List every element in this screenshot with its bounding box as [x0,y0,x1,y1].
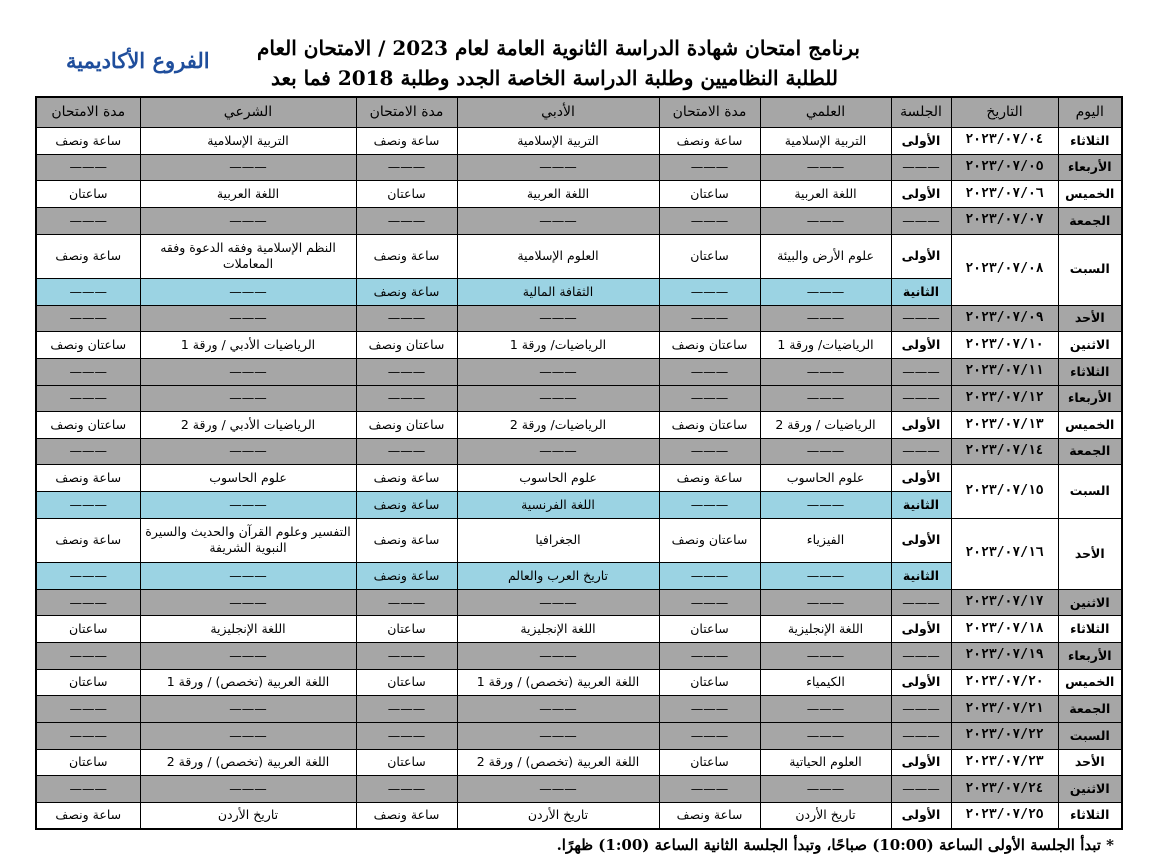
table-row [36,385,1122,412]
duration-cell: ساعتان [36,181,140,208]
table-row [36,412,1122,439]
literary-cell: ——— [457,722,659,749]
duration-cell: ساعتان ونصف [659,518,760,563]
duration-cell: ——— [356,207,457,234]
day-cell: الأحد [1058,749,1122,776]
sharia-cell: الرياضيات الأدبي / ورقة 1 [140,332,356,359]
duration-cell: ——— [36,358,140,385]
session-cell: الأولى [891,616,951,643]
scientific-cell: ——— [760,563,891,590]
date-cell: ٢٠٢٣/٠٧/٠٩ [951,305,1058,332]
literary-cell: ——— [457,207,659,234]
scientific-cell: ——— [760,696,891,723]
duration-cell: ——— [659,385,760,412]
duration-cell: ساعة ونصف [356,234,457,279]
scientific-cell: ——— [760,385,891,412]
literary-cell: ——— [457,305,659,332]
duration-cell: ——— [659,358,760,385]
date-cell: ٢٠٢٣/٠٧/٠٦ [951,181,1058,208]
day-cell: الأحد [1058,305,1122,332]
date-cell: ٢٠٢٣/٠٧/٢٠ [951,669,1058,696]
scientific-cell: ——— [760,492,891,519]
header-sharia: الشرعي [140,97,356,128]
duration-cell: ——— [659,305,760,332]
duration-cell: ——— [36,279,140,306]
sharia-cell: النظم الإسلامية وفقه الدعوة وفقه المعاملات [140,234,356,279]
duration-cell: ساعتان [356,181,457,208]
date-cell: ٢٠٢٣/٠٧/٢٤ [951,776,1058,803]
session-cell: الثانية [891,279,951,306]
duration-cell: ساعتان [659,181,760,208]
sharia-cell: الرياضيات الأدبي / ورقة 2 [140,412,356,439]
sharia-cell: التربية الإسلامية [140,128,356,155]
duration-cell: ——— [36,492,140,519]
scientific-cell: تاريخ الأردن [760,802,891,829]
duration-cell: ساعتان [659,669,760,696]
day-cell: الثلاثاء [1058,128,1122,155]
duration-cell: ——— [36,722,140,749]
date-cell: ٢٠٢٣/٠٧/٠٤ [951,128,1058,155]
sharia-cell: ——— [140,492,356,519]
sharia-cell: ——— [140,696,356,723]
day-cell: الأربعاء [1058,154,1122,181]
day-cell: الأربعاء [1058,643,1122,670]
duration-cell: ساعتان ونصف [659,332,760,359]
date-cell: ٢٠٢٣/٠٧/١٦ [951,518,1058,589]
date-cell: ٢٠٢٣/٠٧/١٨ [951,616,1058,643]
table-row [36,722,1122,749]
table-row [36,154,1122,181]
duration-cell: ساعة ونصف [36,128,140,155]
duration-cell: ساعة ونصف [356,492,457,519]
literary-cell: الجغرافيا [457,518,659,563]
scientific-cell: ——— [760,722,891,749]
literary-cell: ——— [457,776,659,803]
duration-cell: ساعتان [659,234,760,279]
day-cell: الخميس [1058,669,1122,696]
duration-cell: ساعتان [659,749,760,776]
day-cell: الأربعاء [1058,385,1122,412]
table-row [36,128,1122,155]
day-cell: الثلاثاء [1058,616,1122,643]
duration-cell: ساعة ونصف [36,518,140,563]
scientific-cell: علوم الأرض والبيئة [760,234,891,279]
duration-cell: ——— [659,696,760,723]
sharia-cell: اللغة العربية (تخصص) / ورقة 1 [140,669,356,696]
scientific-cell: اللغة العربية [760,181,891,208]
duration-cell: ——— [36,589,140,616]
duration-cell: ——— [356,643,457,670]
sharia-cell: ——— [140,563,356,590]
literary-cell: علوم الحاسوب [457,465,659,492]
literary-cell: ——— [457,385,659,412]
duration-cell: ساعة ونصف [356,279,457,306]
duration-cell: ساعتان [356,749,457,776]
date-cell: ٢٠٢٣/٠٧/١٢ [951,385,1058,412]
session-cell: ——— [891,643,951,670]
table-row [36,465,1122,492]
duration-cell: ——— [659,643,760,670]
scientific-cell: اللغة الإنجليزية [760,616,891,643]
date-cell: ٢٠٢٣/٠٧/١٠ [951,332,1058,359]
day-cell: الاثنين [1058,589,1122,616]
duration-cell: ساعتان [356,669,457,696]
duration-cell: ——— [36,776,140,803]
duration-cell: ——— [659,776,760,803]
duration-cell: ساعتان [356,616,457,643]
scientific-cell: الرياضيات/ ورقة 1 [760,332,891,359]
duration-cell: ساعة ونصف [659,128,760,155]
day-cell: الجمعة [1058,696,1122,723]
scientific-cell: الرياضيات / ورقة 2 [760,412,891,439]
literary-cell: الثقافة المالية [457,279,659,306]
table-row [36,616,1122,643]
duration-cell: ——— [36,385,140,412]
header-session: الجلسة [891,97,951,128]
scientific-cell: ——— [760,589,891,616]
session-cell: ——— [891,207,951,234]
branch-label: الفروع الأكاديمية [66,48,210,73]
day-cell: السبت [1058,234,1122,305]
session-cell: ——— [891,722,951,749]
table-row [36,589,1122,616]
table-row [36,802,1122,829]
session-cell: الثانية [891,563,951,590]
duration-cell: ساعتان ونصف [36,332,140,359]
table-row [36,669,1122,696]
duration-cell: ——— [659,154,760,181]
literary-cell: التربية الإسلامية [457,128,659,155]
day-cell: الأحد [1058,518,1122,589]
session-cell: ——— [891,589,951,616]
sharia-cell: اللغة الإنجليزية [140,616,356,643]
table-row [36,358,1122,385]
duration-cell: ساعتان [36,669,140,696]
duration-cell: ساعة ونصف [356,465,457,492]
header-date: التاريخ [951,97,1058,128]
duration-cell: ساعة ونصف [356,802,457,829]
duration-cell: ——— [356,589,457,616]
duration-cell: ——— [356,722,457,749]
header-literary: الأدبي [457,97,659,128]
table-row [36,332,1122,359]
literary-cell: ——— [457,438,659,465]
duration-cell: ساعة ونصف [36,465,140,492]
session-cell: الأولى [891,332,951,359]
duration-cell: ——— [659,207,760,234]
duration-cell: ——— [36,438,140,465]
sharia-cell: ——— [140,438,356,465]
date-cell: ٢٠٢٣/٠٧/١١ [951,358,1058,385]
duration-cell: ——— [36,207,140,234]
date-cell: ٢٠٢٣/٠٧/٠٥ [951,154,1058,181]
date-cell: ٢٠٢٣/٠٧/١٤ [951,438,1058,465]
day-cell: الاثنين [1058,776,1122,803]
duration-cell: ——— [356,438,457,465]
table-row [36,234,1122,279]
duration-cell: ساعتان [36,749,140,776]
literary-cell: العلوم الإسلامية [457,234,659,279]
scientific-cell: ——— [760,154,891,181]
duration-cell: ساعة ونصف [36,234,140,279]
session-cell: الأولى [891,669,951,696]
duration-cell: ——— [356,776,457,803]
scientific-cell: ——— [760,358,891,385]
duration-cell: ——— [659,438,760,465]
day-cell: الخميس [1058,181,1122,208]
table-row [36,518,1122,563]
table-row [36,438,1122,465]
duration-cell: ساعتان ونصف [356,412,457,439]
scientific-cell: ——— [760,776,891,803]
footnote: * تبدأ الجلسة الأولى الساعة (10:00) صباحًا، وتبدأ الجلسة الثانية الساعة (1:00) ظهرًا. [556,836,1114,854]
literary-cell: ——— [457,154,659,181]
day-cell: الخميس [1058,412,1122,439]
date-cell: ٢٠٢٣/٠٧/١٥ [951,465,1058,518]
literary-cell: الرياضيات/ ورقة 2 [457,412,659,439]
sharia-cell: ——— [140,385,356,412]
duration-cell: ساعة ونصف [659,802,760,829]
table-row [36,776,1122,803]
date-cell: ٢٠٢٣/٠٧/٠٨ [951,234,1058,305]
literary-cell: الرياضيات/ ورقة 1 [457,332,659,359]
sharia-cell: التفسير وعلوم القرآن والحديث والسيرة النبوية الشريفة [140,518,356,563]
date-cell: ٢٠٢٣/٠٧/٢٢ [951,722,1058,749]
sharia-cell: ——— [140,776,356,803]
duration-cell: ——— [356,154,457,181]
scientific-cell: علوم الحاسوب [760,465,891,492]
session-cell: الأولى [891,802,951,829]
literary-cell: ——— [457,643,659,670]
duration-cell: ——— [36,643,140,670]
literary-cell: تاريخ الأردن [457,802,659,829]
session-cell: ——— [891,358,951,385]
sharia-cell: علوم الحاسوب [140,465,356,492]
session-cell: الأولى [891,749,951,776]
day-cell: الجمعة [1058,207,1122,234]
date-cell: ٢٠٢٣/٠٧/٠٧ [951,207,1058,234]
scientific-cell: ——— [760,305,891,332]
duration-cell: ——— [36,305,140,332]
sharia-cell: ——— [140,279,356,306]
header-duration: مدة الامتحان [356,97,457,128]
scientific-cell: ——— [760,643,891,670]
literary-cell: تاريخ العرب والعالم [457,563,659,590]
duration-cell: ——— [659,492,760,519]
day-cell: الثلاثاء [1058,802,1122,829]
duration-cell: ساعة ونصف [356,128,457,155]
page-subtitle: للطلبة النظاميين وطلبة الدراسة الخاصة الجدد وطلبة 2018 فما بعد [270,66,838,90]
session-cell: ——— [891,438,951,465]
sharia-cell: تاريخ الأردن [140,802,356,829]
table-header-row [36,97,1122,128]
session-cell: الأولى [891,181,951,208]
session-cell: الأولى [891,518,951,563]
duration-cell: ساعة ونصف [356,563,457,590]
exam-schedule-table [35,96,1123,830]
scientific-cell: التربية الإسلامية [760,128,891,155]
session-cell: ——— [891,776,951,803]
day-cell: الاثنين [1058,332,1122,359]
scientific-cell: ——— [760,279,891,306]
table-row [36,305,1122,332]
literary-cell: اللغة الإنجليزية [457,616,659,643]
header-day: اليوم [1058,97,1122,128]
page-title: برنامج امتحان شهادة الدراسة الثانوية العامة لعام 2023 / الامتحان العام [257,36,860,60]
duration-cell: ——— [356,696,457,723]
duration-cell: ساعة ونصف [36,802,140,829]
date-cell: ٢٠٢٣/٠٧/٢٣ [951,749,1058,776]
session-cell: ——— [891,305,951,332]
sharia-cell: ——— [140,643,356,670]
duration-cell: ——— [356,385,457,412]
duration-cell: ساعة ونصف [356,518,457,563]
literary-cell: ——— [457,358,659,385]
session-cell: ——— [891,154,951,181]
sharia-cell: ——— [140,207,356,234]
literary-cell: ——— [457,589,659,616]
duration-cell: ساعتان ونصف [659,412,760,439]
session-cell: الثانية [891,492,951,519]
session-cell: الأولى [891,128,951,155]
date-cell: ٢٠٢٣/٠٧/٢٥ [951,802,1058,829]
session-cell: ——— [891,385,951,412]
page-header [0,34,1156,94]
sharia-cell: ——— [140,358,356,385]
session-cell: الأولى [891,234,951,279]
duration-cell: ——— [659,563,760,590]
day-cell: الثلاثاء [1058,358,1122,385]
table-row [36,181,1122,208]
duration-cell: ——— [36,154,140,181]
duration-cell: ——— [659,279,760,306]
duration-cell: ساعة ونصف [659,465,760,492]
duration-cell: ——— [659,722,760,749]
header-duration: مدة الامتحان [36,97,140,128]
literary-cell: اللغة العربية (تخصص) / ورقة 2 [457,749,659,776]
date-cell: ٢٠٢٣/٠٧/٢١ [951,696,1058,723]
date-cell: ٢٠٢٣/٠٧/١٩ [951,643,1058,670]
day-cell: الجمعة [1058,438,1122,465]
duration-cell: ——— [659,589,760,616]
sharia-cell: اللغة العربية (تخصص) / ورقة 2 [140,749,356,776]
session-cell: الأولى [891,412,951,439]
table-row [36,749,1122,776]
table-row [36,643,1122,670]
scientific-cell: العلوم الحياتية [760,749,891,776]
sharia-cell: ——— [140,305,356,332]
sharia-cell: اللغة العربية [140,181,356,208]
session-cell: الأولى [891,465,951,492]
literary-cell: اللغة الفرنسية [457,492,659,519]
table-row [36,696,1122,723]
session-cell: ——— [891,696,951,723]
header-duration: مدة الامتحان [659,97,760,128]
literary-cell: ——— [457,696,659,723]
sharia-cell: ——— [140,154,356,181]
literary-cell: اللغة العربية (تخصص) / ورقة 1 [457,669,659,696]
day-cell: السبت [1058,465,1122,518]
header-scientific: العلمي [760,97,891,128]
scientific-cell: الفيزياء [760,518,891,563]
sharia-cell: ——— [140,589,356,616]
date-cell: ٢٠٢٣/٠٧/١٧ [951,589,1058,616]
day-cell: السبت [1058,722,1122,749]
duration-cell: ——— [36,563,140,590]
literary-cell: اللغة العربية [457,181,659,208]
scientific-cell: ——— [760,438,891,465]
duration-cell: ساعتان [36,616,140,643]
scientific-cell: ——— [760,207,891,234]
duration-cell: ——— [36,696,140,723]
duration-cell: ——— [356,305,457,332]
schedule-body [36,128,1122,830]
date-cell: ٢٠٢٣/٠٧/١٣ [951,412,1058,439]
duration-cell: ——— [356,358,457,385]
sharia-cell: ——— [140,722,356,749]
duration-cell: ساعتان ونصف [36,412,140,439]
table-row [36,207,1122,234]
duration-cell: ساعتان ونصف [356,332,457,359]
duration-cell: ساعتان [659,616,760,643]
scientific-cell: الكيمياء [760,669,891,696]
